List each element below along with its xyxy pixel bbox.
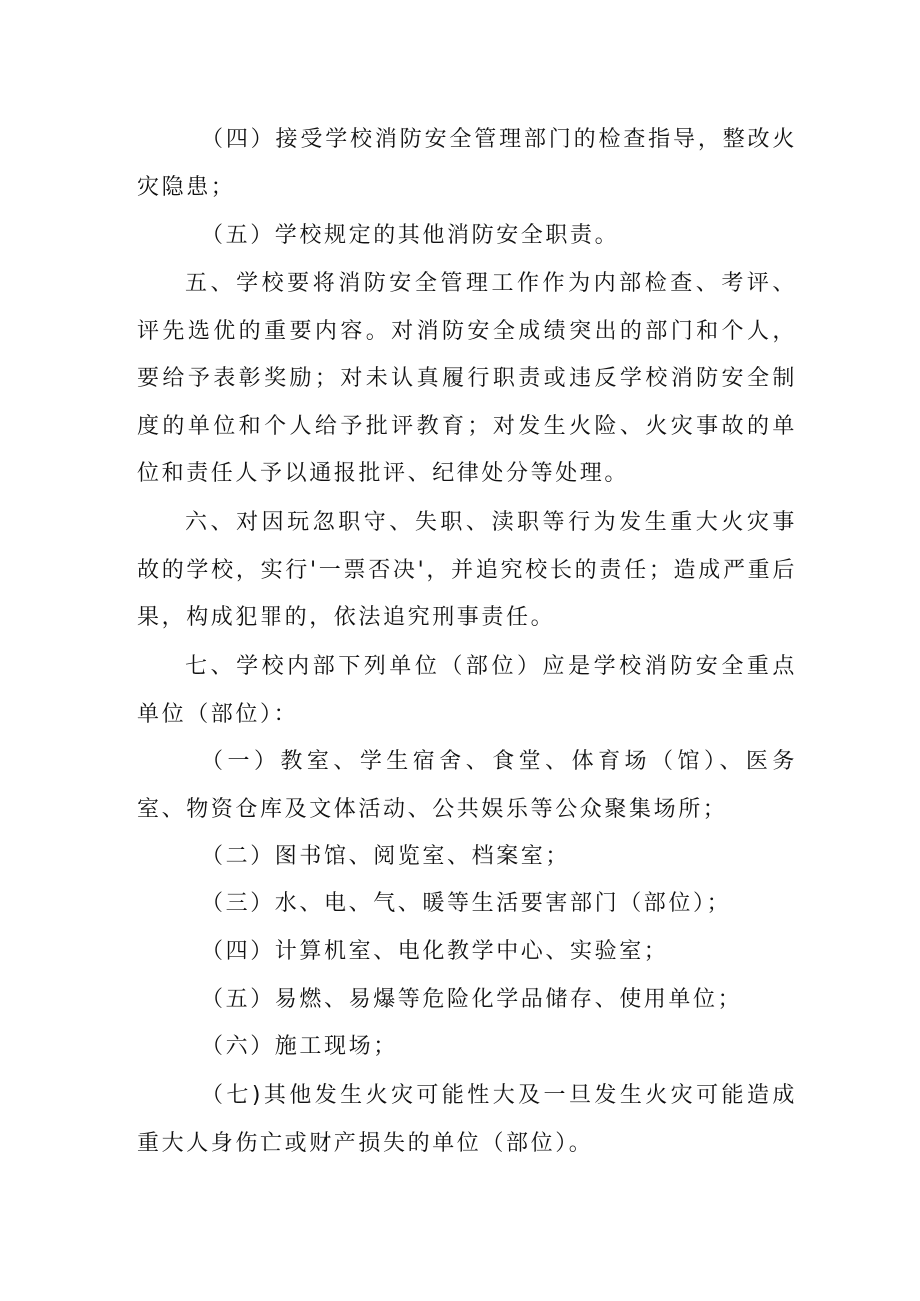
paragraph-key-unit-3: （三）水、电、气、暖等生活要害部门（部位）；	[201, 891, 732, 916]
paragraph-key-unit-6: （六）施工现场；	[201, 1034, 398, 1059]
paragraph-article-5: 五、学校要将消防安全管理工作作为内部检查、考评、评先选优的重要内容。对消防安全成绩突出的部门和个人，要给予表彰奖励；对未认真履行职责或违反学校消防安全制度的单位和个人给予批评教育；对发生火险、火灾事故的单位和责任人予以通报批评、纪律处分等处理。	[137, 271, 797, 486]
paragraph-duty-4: （四）接受学校消防安全管理部门的检查指导，整改火灾隐患；	[137, 127, 797, 200]
paragraph-key-unit-1: （一）教室、学生宿舍、食堂、体育场（馆）、医务室、物资仓库及文体活动、公共娱乐等公众聚集场所；	[137, 749, 797, 822]
paragraph-article-6: 六、对因玩忽职守、失职、渎职等行为发生重大火灾事故的学校，实行'一票否决'，并追究校长的责任；造成严重后果，构成犯罪的，依法追究刑事责任。	[137, 510, 797, 630]
paragraph-key-unit-2: （二）图书馆、阅览室、档案室；	[201, 844, 571, 869]
paragraph-article-7: 七、学校内部下列单位（部位）应是学校消防安全重点单位（部位）：	[137, 654, 797, 727]
paragraph-key-unit-4: （四）计算机室、电化教学中心、实验室；	[201, 939, 669, 964]
paragraph-key-unit-5: （五）易燃、易爆等危险化学品储存、使用单位；	[201, 987, 743, 1012]
paragraph-key-unit-7: （七)其他发生火灾可能性大及一旦发生火灾可能造成重大人身伤亡或财产损失的单位（部位）。	[137, 1083, 797, 1156]
paragraph-duty-5: （五）学校规定的其他消防安全职责。	[201, 223, 620, 248]
